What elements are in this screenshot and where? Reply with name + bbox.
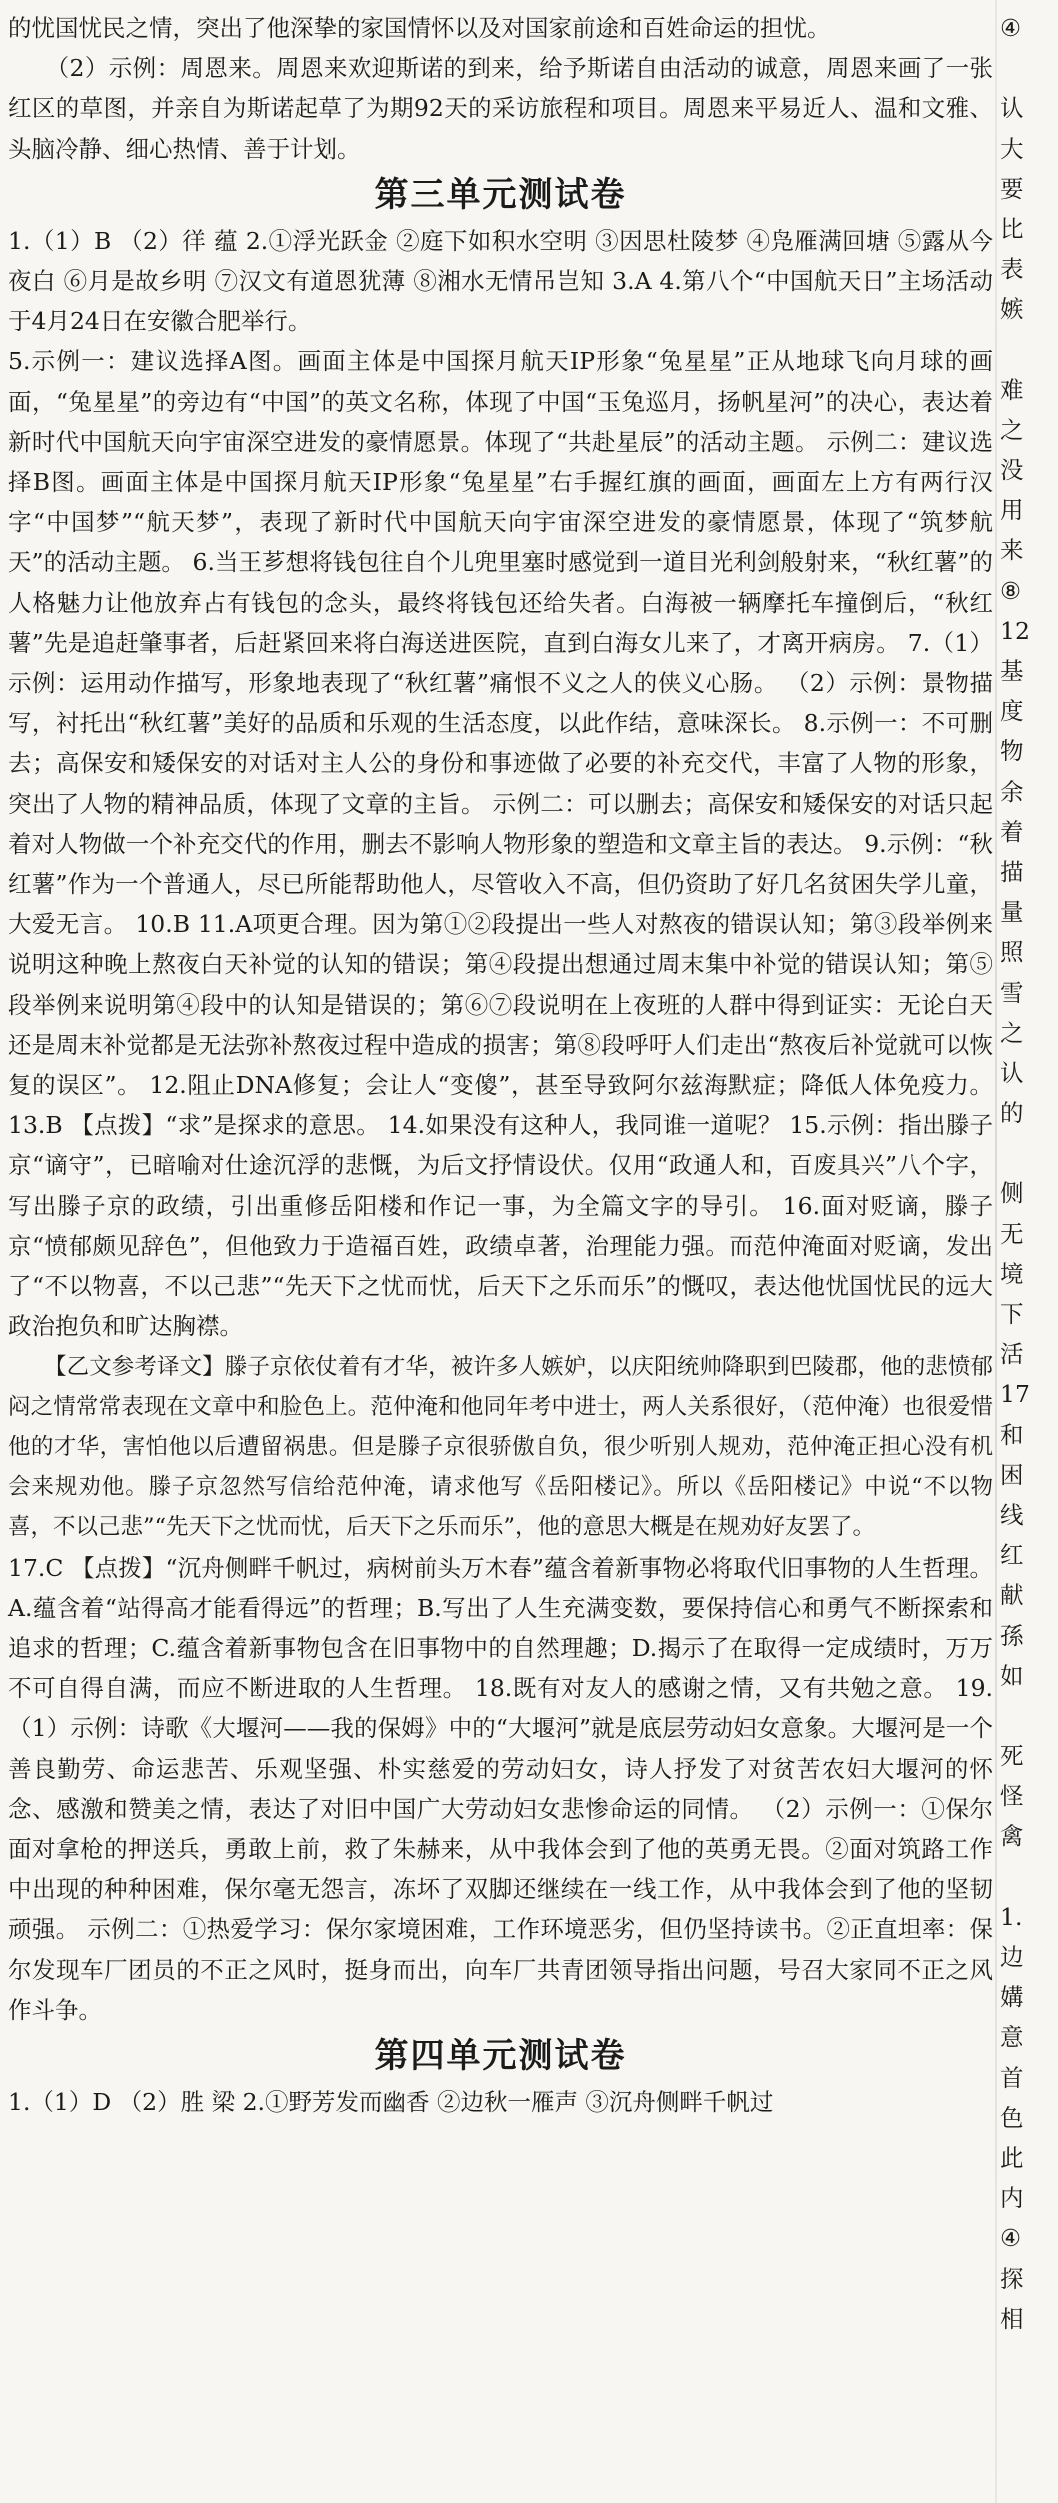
answer-paragraph: 1.（1）B （2）徉 蕴 2.①浮光跃金 ②庭下如积水空明 ③因思杜陵梦 ④凫雁满回塘 ⑤露从今夜白 ⑥月是故乡明 ⑦汉文有道恩犹薄 ⑧湘水无情吊岂知 3.A 4.第八个“中国航天日”主场活动于4月24日在安徽合肥举行。	[8, 226, 993, 336]
margin-fragment: 度	[1000, 697, 1024, 726]
margin-fragment: 献	[1000, 1581, 1024, 1610]
margin-fragment: ④	[1000, 2224, 1022, 2253]
margin-fragment: 比	[1000, 214, 1024, 243]
translation-paragraph: 【乙文参考译文】滕子京依仗着有才华，被许多人嫉妒，以庆阳统帅降职到巴陵郡，他的悲愤郁闷之情常常表现在文章中和脸色上。范仲淹和他同年考中进士，两人关系很好，（范仲淹）也很爱惜他的才华，害怕他以后遭留祸患。但是滕子京很骄傲自负，很少听别人规劝，范仲淹正担心没有机会来规劝他。滕子京忽然写信给范仲淹，请求他写《岳阳楼记》。所以《岳阳楼记》中说“不以物喜，不以己悲”“先天下之忧而忧，后天下之乐而乐”，他的意思大概是在规劝好友罢了。	[8, 1353, 993, 1541]
margin-fragment: 之	[1000, 415, 1024, 444]
margin-fragment: 认	[1000, 94, 1024, 123]
margin-fragment: 死	[1000, 1742, 1024, 1771]
margin-fragment: 内	[1000, 2184, 1024, 2213]
margin-fragment: 着	[1000, 817, 1024, 846]
margin-fragment: 之	[1000, 1018, 1024, 1047]
margin-fragment: 17	[1000, 1380, 1030, 1409]
margin-fragment: 没	[1000, 456, 1024, 485]
margin-fragment: 1.	[1000, 1902, 1023, 1931]
margin-fragment: 和	[1000, 1420, 1024, 1449]
adjacent-page-strip	[1000, 8, 1058, 2448]
margin-fragment: 基	[1000, 657, 1024, 685]
margin-fragment: 描	[1000, 857, 1024, 886]
margin-fragment: 的	[1000, 1099, 1024, 1128]
margin-fragment: 无	[1000, 1219, 1024, 1248]
margin-fragment: 活	[1000, 1340, 1024, 1369]
margin-fragment: 探	[1000, 2264, 1024, 2293]
page-fold-shadow	[995, 0, 997, 2503]
answer-paragraph: 1.（1）D （2）胜 梁 2.①野芳发而幽香 ②边秋一雁声 ③沉舟侧畔千帆过	[8, 2087, 774, 2116]
margin-fragment: 表	[1000, 255, 1024, 284]
margin-fragment: 禽	[1000, 1822, 1024, 1851]
margin-fragment: 难	[1000, 375, 1024, 404]
margin-fragment	[1000, 1696, 1058, 1736]
margin-fragment: 来	[1000, 536, 1024, 565]
margin-fragment: ④	[1000, 14, 1022, 42]
margin-fragment	[1000, 48, 1058, 88]
margin-fragment: 雪	[1000, 978, 1024, 1007]
section-heading: 第三单元测试卷	[374, 174, 627, 215]
margin-fragment: 嫉	[1000, 295, 1024, 324]
margin-fragment: 困	[1000, 1460, 1024, 1489]
margin-fragment: 如	[1000, 1661, 1024, 1690]
answer-paragraph: （2）示例：周恩来。周恩来欢迎斯诺的到来，给予斯诺自由活动的诚意，周恩来画了一张红区的草图，并亲自为斯诺起草了为期92天的采访旅程和项目。周恩来平易近人、温和文雅、头脑冷静、细心热情、善于计划。	[8, 54, 993, 163]
margin-fragment: 边	[1000, 1943, 1024, 1971]
margin-fragment: 色	[1000, 2103, 1024, 2132]
margin-fragment: 要	[1000, 174, 1024, 203]
margin-fragment: 照	[1000, 938, 1024, 967]
margin-fragment: ⑧	[1000, 576, 1022, 605]
margin-fragment: 12	[1000, 616, 1030, 645]
margin-fragment: 线	[1000, 1500, 1024, 1529]
margin-fragment: 孫	[1000, 1621, 1024, 1650]
margin-fragment	[1000, 1857, 1058, 1897]
margin-fragment: 红	[1000, 1541, 1024, 1570]
margin-fragment: 此	[1000, 2143, 1024, 2172]
margin-fragment	[1000, 1133, 1058, 1173]
answer-paragraph: 的忧国忧民之情，突出了他深挚的家国情怀以及对国家前途和百姓命运的担忧。	[8, 14, 831, 42]
margin-fragment: 量	[1000, 898, 1024, 927]
answer-paragraph: 5.示例一：建议选择A图。画面主体是中国探月航天IP形象“兔星星”正从地球飞向月球的画面，“兔星星”的旁边有“中国”的英文名称，体现了中国“玉兔巡月，扬帆星河”的决心，表达着新时代中国航天向宇宙深空进发的豪情愿景。体现了“共赴星辰”的活动主题。 示例二：建议选择B图。画面主体是中国探月航天IP形象“兔星星”右手握红旗的画面，画面左上方有两行汉字“中国梦”“航天梦”，表现了新时代中国航天向宇宙深空进发的豪情愿景，体现了“筑梦航天”的活动主题。 6.当王芗想将钱包往自个儿兜里塞时感觉到一道目光利剑般射来，“秋红薯”的人格魅力让他放弃占有钱包的念头，最终将钱包还给失者。白海被一辆摩托车撞倒后，“秋红薯”先是追赶肇事者，后赶紧回来将白海送进医院，直到白海女儿来了，才离开病房。 7.（1）示例：运用动作描写，形象地表现了“秋红薯”痛恨不义之人的侠义心肠。 （2）示例：景物描写，衬托出“秋红薯”美好的品质和乐观的生活态度，以此作结，意味深长。 8.示例一：不可删去；高保安和矮保安的对话对主人公的身份和事迹做了必要的补充交代，丰富了人物的形象，突出了人物的精神品质，体现了文章的主旨。 示例二：可以删去；高保安和矮保安的对话只起着对人物做一个补充交代的作用，删去不影响人物形象的塑造和文章主旨的表达。 9.示例：“秋红薯”作为一个普通人，尽已所能帮助他人，尽管收入不高，但仍资助了好几名贫困失学儿童，大爱无言。 10.B 11.A项更合理。因为第①②段提出一些人对熬夜的错误认知；第③段举例来说明这种晚上熬夜白天补觉的认知的错误；第④段提出想通过周末集中补觉的错误认知；第⑤段举例来说明第④段中的认知是错误的；第⑥⑦段说明在上夜班的人群中得到证实：无论白天还是周末补觉都是无法弥补熬夜过程中造成的损害；第⑧段呼吁人们走出“熬夜后补觉就可以恢复的误区”。 12.阻止DNA修复；会让人“变傻”，甚至导致阿尔兹海默症；降低人体免疫力。 13.B 【点拨】“求”是探求的意思。 14.如果没有这种人，我同谁一道呢？ 15.示例：指出滕子京“谪守”，已暗喻对仕途沉浮的悲慨，为后文抒情设伏。仅用“政通人和，百废具兴”八个字，写出滕子京的政绩，引出重修岳阳楼和作记一事，为全篇文字的导引。 16.面对贬谪，滕子京“愤郁颇见辞色”，但他致力于造福百姓，政绩卓著，治理能力强。而范仲淹面对贬谪，发出了“不以物喜，不以己悲”“先天下之忧而忧，后天下之乐而乐”的慨叹，表达他忧国忧民的远大政治抱负和旷达胸襟。	[8, 347, 993, 1341]
margin-fragment: 物	[1000, 737, 1024, 766]
margin-fragment: 侧	[1000, 1179, 1024, 1208]
margin-fragment: 怪	[1000, 1782, 1024, 1811]
margin-fragment: 首	[1000, 2063, 1024, 2092]
margin-fragment: 大	[1000, 134, 1024, 163]
margin-fragment: 下	[1000, 1300, 1024, 1328]
margin-fragment: 媾	[1000, 1983, 1024, 2012]
margin-fragment: 相	[1000, 2304, 1024, 2333]
margin-fragment	[1000, 330, 1058, 370]
margin-fragment: 境	[1000, 1259, 1024, 1288]
section-heading: 第四单元测试卷	[374, 2035, 627, 2076]
answer-paragraph: 17.C 【点拨】“沉舟侧畔千帆过，病树前头万木春”蕴含着新事物必将取代旧事物的人生哲理。A.蕴含着“站得高才能看得远”的哲理；B.写出了人生充满变数，要保持信心和勇气不断探索和追求的哲理；C.蕴含着新事物包含在旧事物中的自然理趣；D.揭示了在取得一定成绩时，万万不可自得自满，而应不断进取的人生哲理。 18.既有对友人的感谢之情，又有共勉之意。 19.（1）示例：诗歌《大堰河——我的保姆》中的“大堰河”就是底层劳动妇女意象。大堰河是一个善良勤劳、命运悲苦、乐观坚强、朴实慈爱的劳动妇女，诗人抒发了对贫苦农妇大堰河的怀念、感激和赞美之情，表达了对旧中国广大劳动妇女悲惨命运的同情。 （2）示例一：①保尔面对拿枪的押送兵，勇敢上前，救了朱赫来，从中我体会到了他的英勇无畏。②面对筑路工作中出现的种种困难，保尔毫无怨言，冻坏了双脚还继续在一线工作，从中我体会到了他的坚韧顽强。 示例二：①热爱学习：保尔家境困难，工作环境恶劣，但仍坚持读书。②正直坦率：保尔发现车厂团员的不正之风时，挺身而出，向车厂共青团领导指出问题，号召大家同不正之风作斗争。	[8, 1553, 993, 2024]
margin-fragment: 认	[1000, 1058, 1024, 1087]
answer-column	[8, 8, 993, 2122]
margin-fragment: 余	[1000, 777, 1024, 806]
margin-fragment: 用	[1000, 496, 1024, 525]
margin-fragment: 意	[1000, 2023, 1024, 2052]
